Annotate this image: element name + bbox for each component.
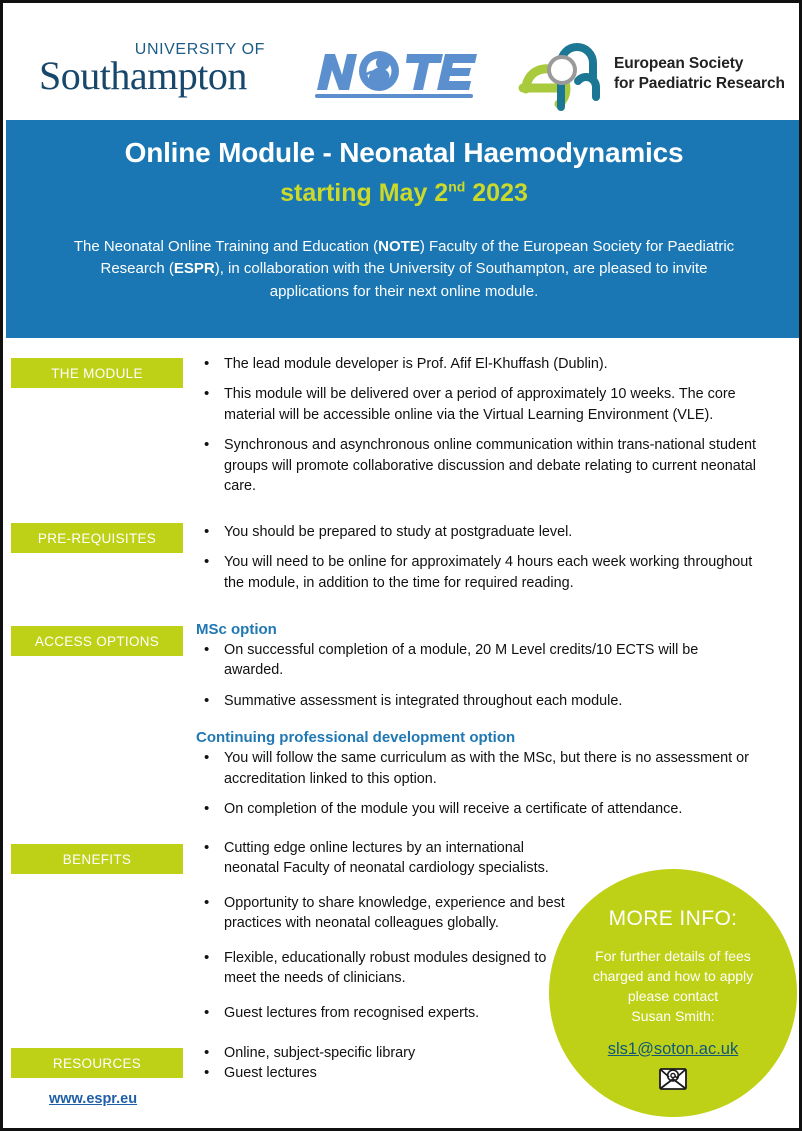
banner-subtitle-suffix: 2023 bbox=[465, 178, 528, 207]
section-body-the-module bbox=[196, 354, 756, 507]
espr-logo-text bbox=[614, 54, 785, 95]
bullet-list-resources bbox=[196, 1043, 526, 1084]
section-tag-resources: RESOURCES bbox=[11, 1048, 183, 1078]
list-item: • Cutting edge online lectures by an international neonatal Faculty of neonatal cardiology specialists. bbox=[196, 838, 566, 879]
more-info-line-2: charged and how to apply bbox=[592, 967, 754, 984]
banner-paragraph-part-2: ) Faculty of the European Society for Paediatric Research ( bbox=[100, 237, 735, 278]
list-item: • Synchronous and asynchronous online communication within trans-national student groups will promote collaborative discussion and debate relating to current neonatal care. bbox=[196, 435, 756, 496]
list-item: • Flexible, educationally robust modules designed to meet the needs of clinicians. bbox=[196, 948, 566, 989]
section-body-benefits bbox=[196, 838, 566, 1033]
list-item: • You will need to be online for approximately 4 hours each week working throughout the module, in addition to the time for required reading. bbox=[196, 552, 756, 593]
section-tag-pre-requisites: PRE-REQUISITES bbox=[11, 523, 183, 553]
more-info-line-3: please contact bbox=[627, 987, 719, 1004]
section-body-access-options bbox=[196, 621, 756, 830]
more-info-title: MORE INFO: bbox=[608, 907, 738, 930]
banner-paragraph-part-1: The Neonatal Online Training and Education ( bbox=[73, 237, 379, 255]
note-logo bbox=[311, 44, 481, 106]
subheading-cpd-option: Continuing professional development option bbox=[196, 729, 516, 747]
section-tag-benefits: BENEFITS bbox=[11, 844, 183, 874]
section-tag-the-module: THE MODULE bbox=[11, 358, 183, 388]
banner-paragraph bbox=[6, 236, 802, 304]
banner-subtitle-prefix: starting May 2 bbox=[280, 178, 449, 207]
section-tag-access-options: ACCESS OPTIONS bbox=[11, 626, 183, 656]
banner-subtitle bbox=[6, 178, 802, 208]
more-info-circle bbox=[549, 869, 797, 1117]
note-fetus-logo-icon bbox=[311, 44, 481, 106]
espr-emblem-icon bbox=[518, 37, 604, 111]
bullet-list-the-module bbox=[196, 354, 756, 497]
list-item: • This module will be delivered over a period of approximately 10 weeks. The core material will be accessible online via the Virtual Learning Environment (VLE). bbox=[196, 384, 756, 425]
banner-subtitle-ordinal: nd bbox=[448, 178, 466, 195]
email-envelope-icon-glyph bbox=[658, 1066, 688, 1092]
banner bbox=[6, 120, 802, 338]
list-item: • Opportunity to share knowledge, experience and best practices with neonatal colleagues globally. bbox=[196, 893, 566, 934]
list-item: • Summative assessment is integrated throughout each module. bbox=[196, 691, 756, 711]
email-envelope-icon bbox=[549, 1066, 797, 1092]
bullet-list-benefits bbox=[196, 838, 566, 1023]
espr-line-2: for Paediatric Research bbox=[614, 75, 785, 92]
bullet-list-pre-requisites bbox=[196, 522, 756, 593]
banner-paragraph-espr-bold: ESPR bbox=[173, 260, 215, 278]
espr-logo bbox=[518, 36, 790, 112]
banner-paragraph-part-3: ), in collaboration with the University of Southampton, are pleased to invite applications for their next online module. bbox=[214, 260, 708, 301]
list-item: • You should be prepared to study at postgraduate level. bbox=[196, 522, 756, 542]
section-body-pre-requisites bbox=[196, 522, 756, 603]
list-item: • Guest lectures bbox=[196, 1063, 526, 1083]
espr-website-link[interactable]: www.espr.eu bbox=[49, 1091, 138, 1107]
list-item: • On successful completion of a module, 20 M Level credits/10 ECTS will be awarded. bbox=[196, 640, 756, 681]
espr-line-1: European Society bbox=[614, 54, 744, 72]
banner-paragraph-note-bold: NOTE bbox=[378, 237, 420, 255]
list-item: • The lead module developer is Prof. Afif El-Khuffash (Dublin). bbox=[196, 354, 756, 374]
subheading-msc-option: MSc option bbox=[196, 621, 277, 638]
list-item: • On completion of the module you will receive a certificate of attendance. bbox=[196, 799, 756, 819]
list-item: • Online, subject-specific library bbox=[196, 1043, 526, 1063]
more-info-line-1: For further details of fees bbox=[595, 948, 751, 964]
southampton-university-of-text: UNIVERSITY OF bbox=[134, 41, 265, 58]
list-item: • You will follow the same curriculum as with the MSc, but there is no assessment or accreditation linked to this option. bbox=[196, 748, 756, 789]
contact-email-link[interactable]: sls1@soton.ac.uk bbox=[607, 1039, 739, 1058]
southampton-logo bbox=[39, 42, 279, 96]
banner-title: Online Module - Neonatal Haemodynamics bbox=[124, 137, 684, 168]
southampton-wordmark-text: Southampton bbox=[39, 53, 247, 98]
list-item: • Guest lectures from recognised experts. bbox=[196, 1003, 566, 1023]
bullet-list-msc-option bbox=[196, 640, 756, 711]
logo-bar bbox=[6, 6, 802, 118]
more-info-line-4: Susan Smith: bbox=[631, 1007, 715, 1024]
bullet-list-cpd-option bbox=[196, 748, 756, 819]
more-info-text bbox=[549, 947, 797, 1027]
section-body-resources bbox=[196, 1043, 526, 1084]
